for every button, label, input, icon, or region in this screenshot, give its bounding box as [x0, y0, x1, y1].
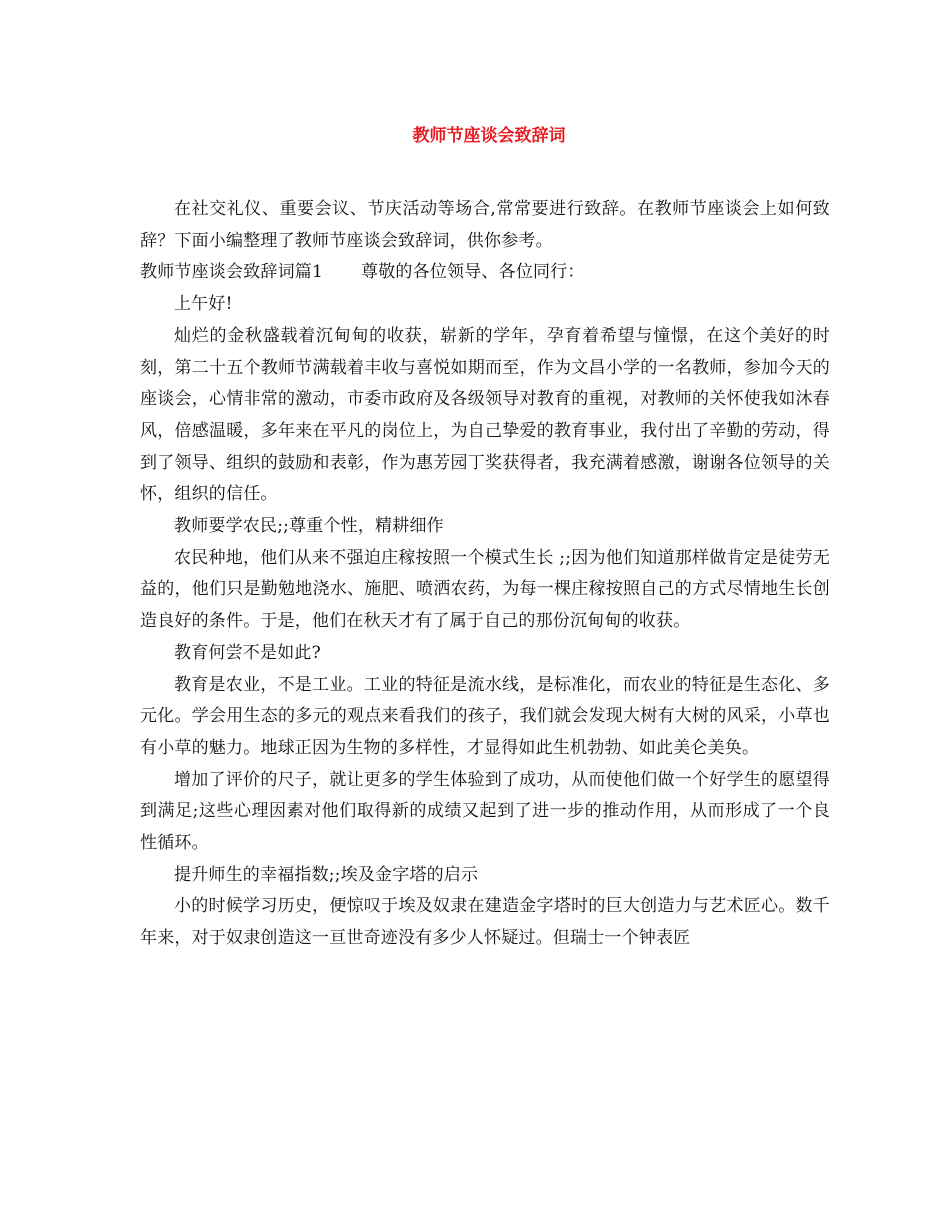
- document-title: 教师节座谈会致辞词: [412, 126, 566, 146]
- intro-paragraph: 在社交礼仪、重要会议、节庆活动等场合,常常要进行致辞。在教师节座谈会上如何致辞？下面小编整理了教师节座谈会致辞词，供你参考。: [140, 199, 830, 251]
- paragraph: 增加了评价的尺子，就让更多的学生体验到了成功，从而使他们做一个好学生的愿望得到满足;这些心理因素对他们取得新的成绩又起到了进一步的推动作用，从而形成了一个良性循环。: [140, 769, 830, 854]
- salutation: 尊敬的各位领导、各位同行：: [361, 262, 585, 283]
- paragraph: 教师要学农民;;尊重个性，精耕细作: [174, 516, 444, 537]
- paragraph: 提升师生的幸福指数;;埃及金字塔的启示: [174, 864, 479, 885]
- paragraph: 小的时候学习历史，便惊叹于埃及奴隶在建造金字塔时的巨大创造力与艺术匠心。数千年来，对于奴隶创造这一亘世奇迹没有多少人怀疑过。但瑞士一个钟表匠: [140, 896, 830, 949]
- paragraph: 教育是农业，不是工业。工业的特征是流水线，是标准化，而农业的特征是生态化、多元化。学会用生态的多元的观点来看我们的孩子，我们就会发现大树有大树的风采，小草也有小草的魅力。地球正因为生物的多样性，才显得如此生机勃勃、如此美仑美奂。: [140, 674, 830, 758]
- section-heading: 教师节座谈会致辞词篇1: [140, 262, 324, 283]
- greeting: 上午好!: [174, 294, 233, 315]
- paragraph: 农民种地，他们从来不强迫庄稼按照一个模式生长 ;;因为他们知道那样做肯定是徒劳无益的，他们只是勤勉地浇水、施肥、喷洒农药，为每一棵庄稼按照自己的方式尽情地生长创造良好的条件。于是，他们在秋天才有了属于自己的那份沉甸甸的收获。: [140, 547, 830, 632]
- paragraph: 教育何尝不是如此?: [174, 642, 321, 663]
- section-heading-line: [140, 257, 830, 289]
- document-body: [140, 194, 830, 955]
- paragraph: 灿烂的金秋盛载着沉甸甸的收获，崭新的学年，孕育着希望与憧憬，在这个美好的时刻，第二十五个教师节满载着丰收与喜悦如期而至，作为文昌小学的一名教师，参加今天的座谈会，心情非常的激动，市委市政府及各级领导对教育的重视，对教师的关怀使我如沐春风，倍感温暖，多年来在平凡的岗位上，为自己挚爱的教育事业，我付出了辛勤的劳动，得到了领导、组织的鼓励和表彰，作为惠芳园丁奖获得者，我充满着感激，谢谢各位领导的关怀，组织的信任。: [140, 325, 830, 505]
